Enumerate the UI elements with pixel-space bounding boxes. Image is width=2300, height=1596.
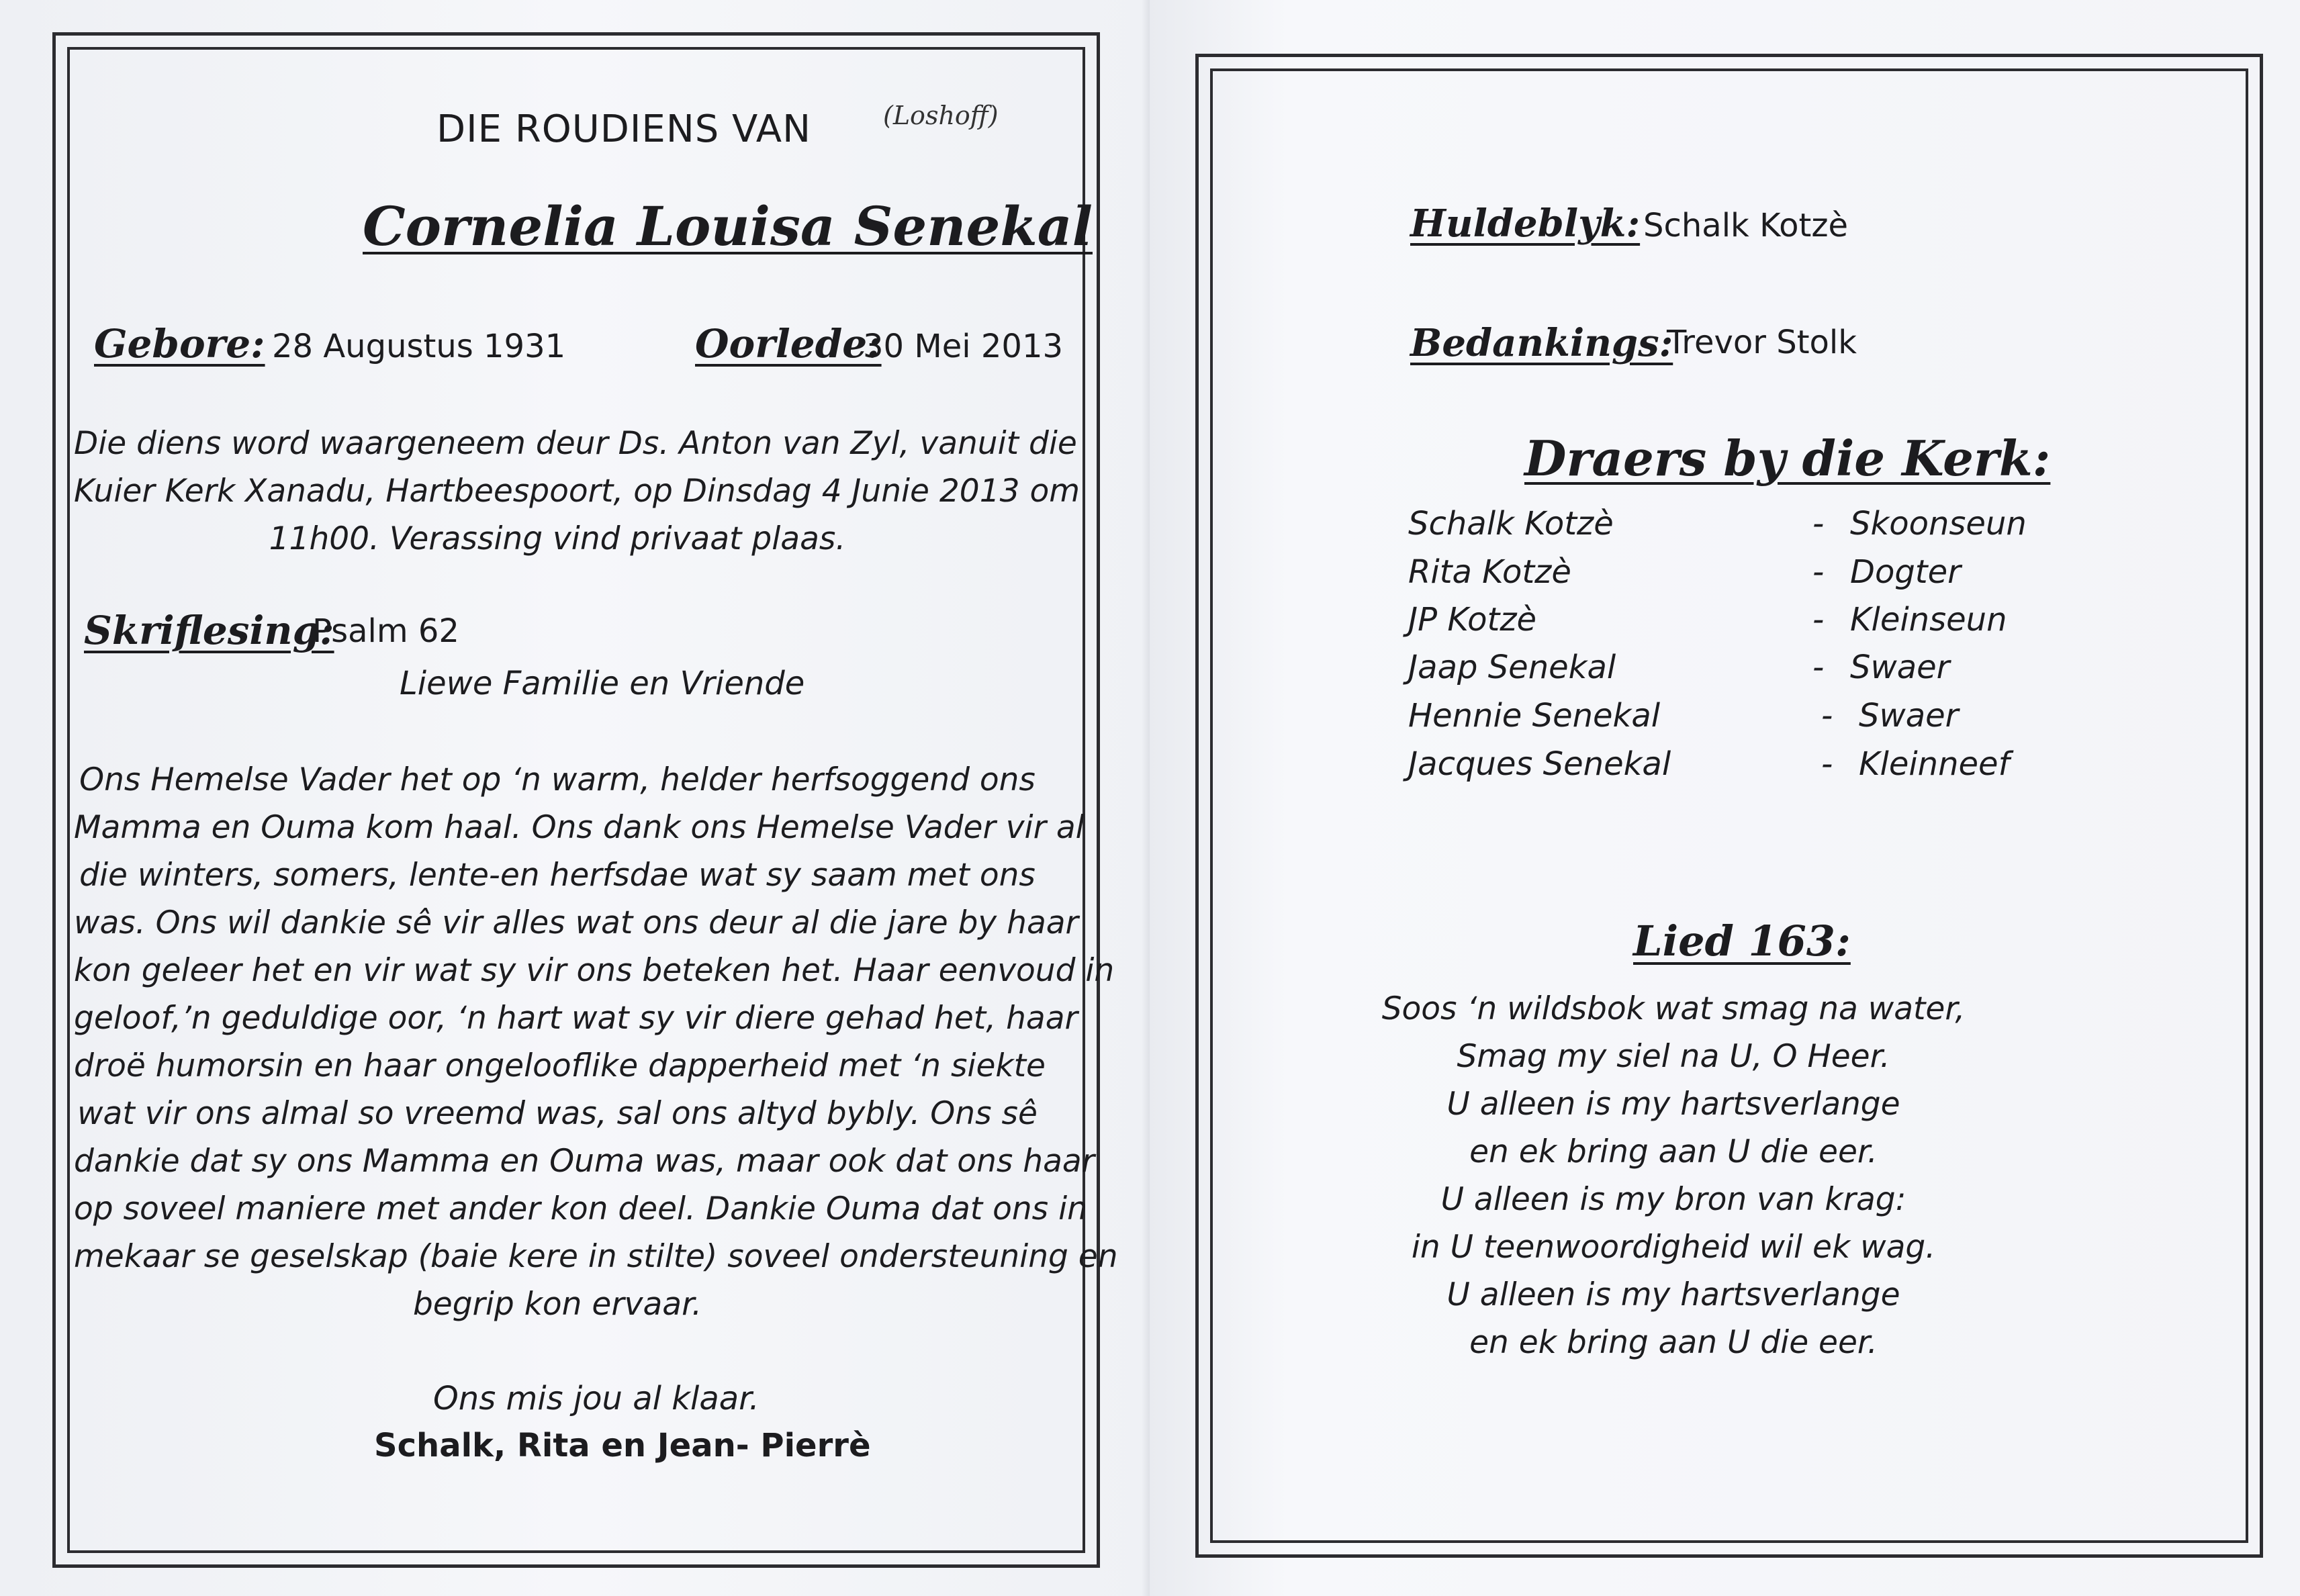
tribute-line: dankie dat sy ons Mamma en Ouma was, maar ook dat ons haar	[74, 1143, 1095, 1180]
born-date: 28 Augustus 1931	[272, 328, 566, 365]
bearer-relation: Swaer	[1859, 697, 1959, 735]
tribute-line: Mamma en Ouma kom haal. Ons dank ons Hemelse Vader vir al	[74, 809, 1085, 846]
bearer-dash: -	[1812, 601, 1825, 639]
tribute-line: begrip kon ervaar.	[412, 1286, 702, 1323]
bearer-relation: Kleinneef	[1859, 745, 2010, 783]
hymn-line: en ek bring aan U die eer.	[1469, 1133, 1878, 1170]
bearer-relation: Dogter	[1850, 553, 1961, 591]
service-line: Kuier Kerk Xanadu, Hartbeespoort, op Dinsdag 4 Junie 2013 om	[74, 473, 1080, 510]
right-page	[1150, 0, 2300, 1596]
hymn-line: en ek bring aan U die eer.	[1469, 1324, 1878, 1361]
tribute-line: kon geleer het en vir wat sy vir ons beteken het. Haar eenvoud in	[74, 952, 1115, 989]
bearer-name: Jacques Senekal	[1408, 745, 1671, 783]
tribute-line: Ons Hemelse Vader het op ‘n warm, helder herfsoggend ons	[79, 761, 1036, 798]
service-line: Die diens word waargeneem deur Ds. Anton van Zyl, vanuit die	[74, 425, 1077, 462]
deceased-name: Cornelia Louisa Senekal	[363, 195, 1093, 258]
tribute-name: Schalk Kotzè	[1643, 207, 1849, 244]
hymn-line: Soos ‘n wildsbok wat smag na water,	[1381, 990, 1966, 1027]
bearer-relation: Kleinseun	[1850, 601, 2007, 639]
died-label: Oorlede:	[695, 321, 882, 367]
hymn-line: U alleen is my bron van krag:	[1440, 1181, 1906, 1218]
service-heading: DIE ROUDIENS VAN	[436, 107, 811, 151]
signature-line: Schalk, Rita en Jean- Pierrè	[374, 1427, 871, 1464]
bearer-name: Rita Kotzè	[1408, 553, 1571, 591]
died-date: 30 Mei 2013	[863, 328, 1064, 365]
bearer-relation: Skoonseun	[1850, 505, 2027, 543]
reading-label: Skriflesing:	[84, 608, 334, 653]
reading-value: Psalm 62	[312, 612, 459, 650]
tribute-line: droë humorsin en haar ongelooflike dapperheid met ‘n siekte	[74, 1047, 1046, 1084]
tribute-line: op soveel maniere met ander kon deel. Dankie Ouma dat ons in	[74, 1190, 1087, 1227]
tribute-line: was. Ons wil dankie sê vir alles wat ons deur al die jare by haar	[74, 904, 1078, 941]
bearer-name: Schalk Kotzè	[1408, 505, 1614, 543]
handwritten-note: (Loshoff)	[883, 101, 999, 130]
thanks-name: Trevor Stolk	[1667, 324, 1857, 361]
tribute-line: die winters, somers, lente-en herfsdae wat sy saam met ons	[79, 857, 1036, 894]
tribute-label: Huldeblyk:	[1410, 201, 1641, 246]
hymn-title: Lied 163:	[1633, 917, 1851, 966]
hymn-line: in U teenwoordigheid wil ek wag.	[1411, 1229, 1936, 1266]
bearer-dash: -	[1812, 553, 1825, 591]
hymn-line: Smag my siel na U, O Heer.	[1457, 1038, 1890, 1075]
born-label: Gebore:	[94, 321, 265, 367]
bearer-name: Hennie Senekal	[1408, 697, 1661, 735]
bearer-dash: -	[1812, 505, 1825, 543]
hymn-line: U alleen is my hartsverlange	[1446, 1276, 1900, 1313]
thanks-label: Bedankings:	[1410, 321, 1673, 365]
service-line: 11h00. Verassing vind privaat plaas.	[269, 520, 846, 557]
bearer-name: Jaap Senekal	[1408, 649, 1616, 686]
hymn-line: U alleen is my hartsverlange	[1446, 1086, 1900, 1123]
tribute-line: wat vir ons almal so vreemd was, sal ons altyd bybly. Ons sê	[77, 1095, 1038, 1132]
bearers-title: Draers by die Kerk:	[1524, 430, 2051, 487]
tribute-line: geloof,’n geduldige oor, ‘n hart wat sy vir diere gehad het, haar	[74, 1000, 1078, 1037]
salutation: Liewe Familie en Vriende	[400, 665, 805, 702]
bearer-dash: -	[1821, 697, 1833, 735]
bearer-dash: -	[1821, 745, 1833, 783]
tribute-line: mekaar se geselskap (baie kere in stilte) soveel ondersteuning en	[74, 1238, 1118, 1275]
tribute-text	[74, 756, 1118, 1328]
service-details	[74, 420, 1080, 563]
hymn-text	[1237, 985, 2110, 1366]
closing-line: Ons mis jou al klaar.	[433, 1380, 760, 1417]
bearer-dash: -	[1812, 649, 1825, 686]
bearer-relation: Swaer	[1850, 649, 1950, 686]
bearer-name: JP Kotzè	[1408, 601, 1537, 639]
